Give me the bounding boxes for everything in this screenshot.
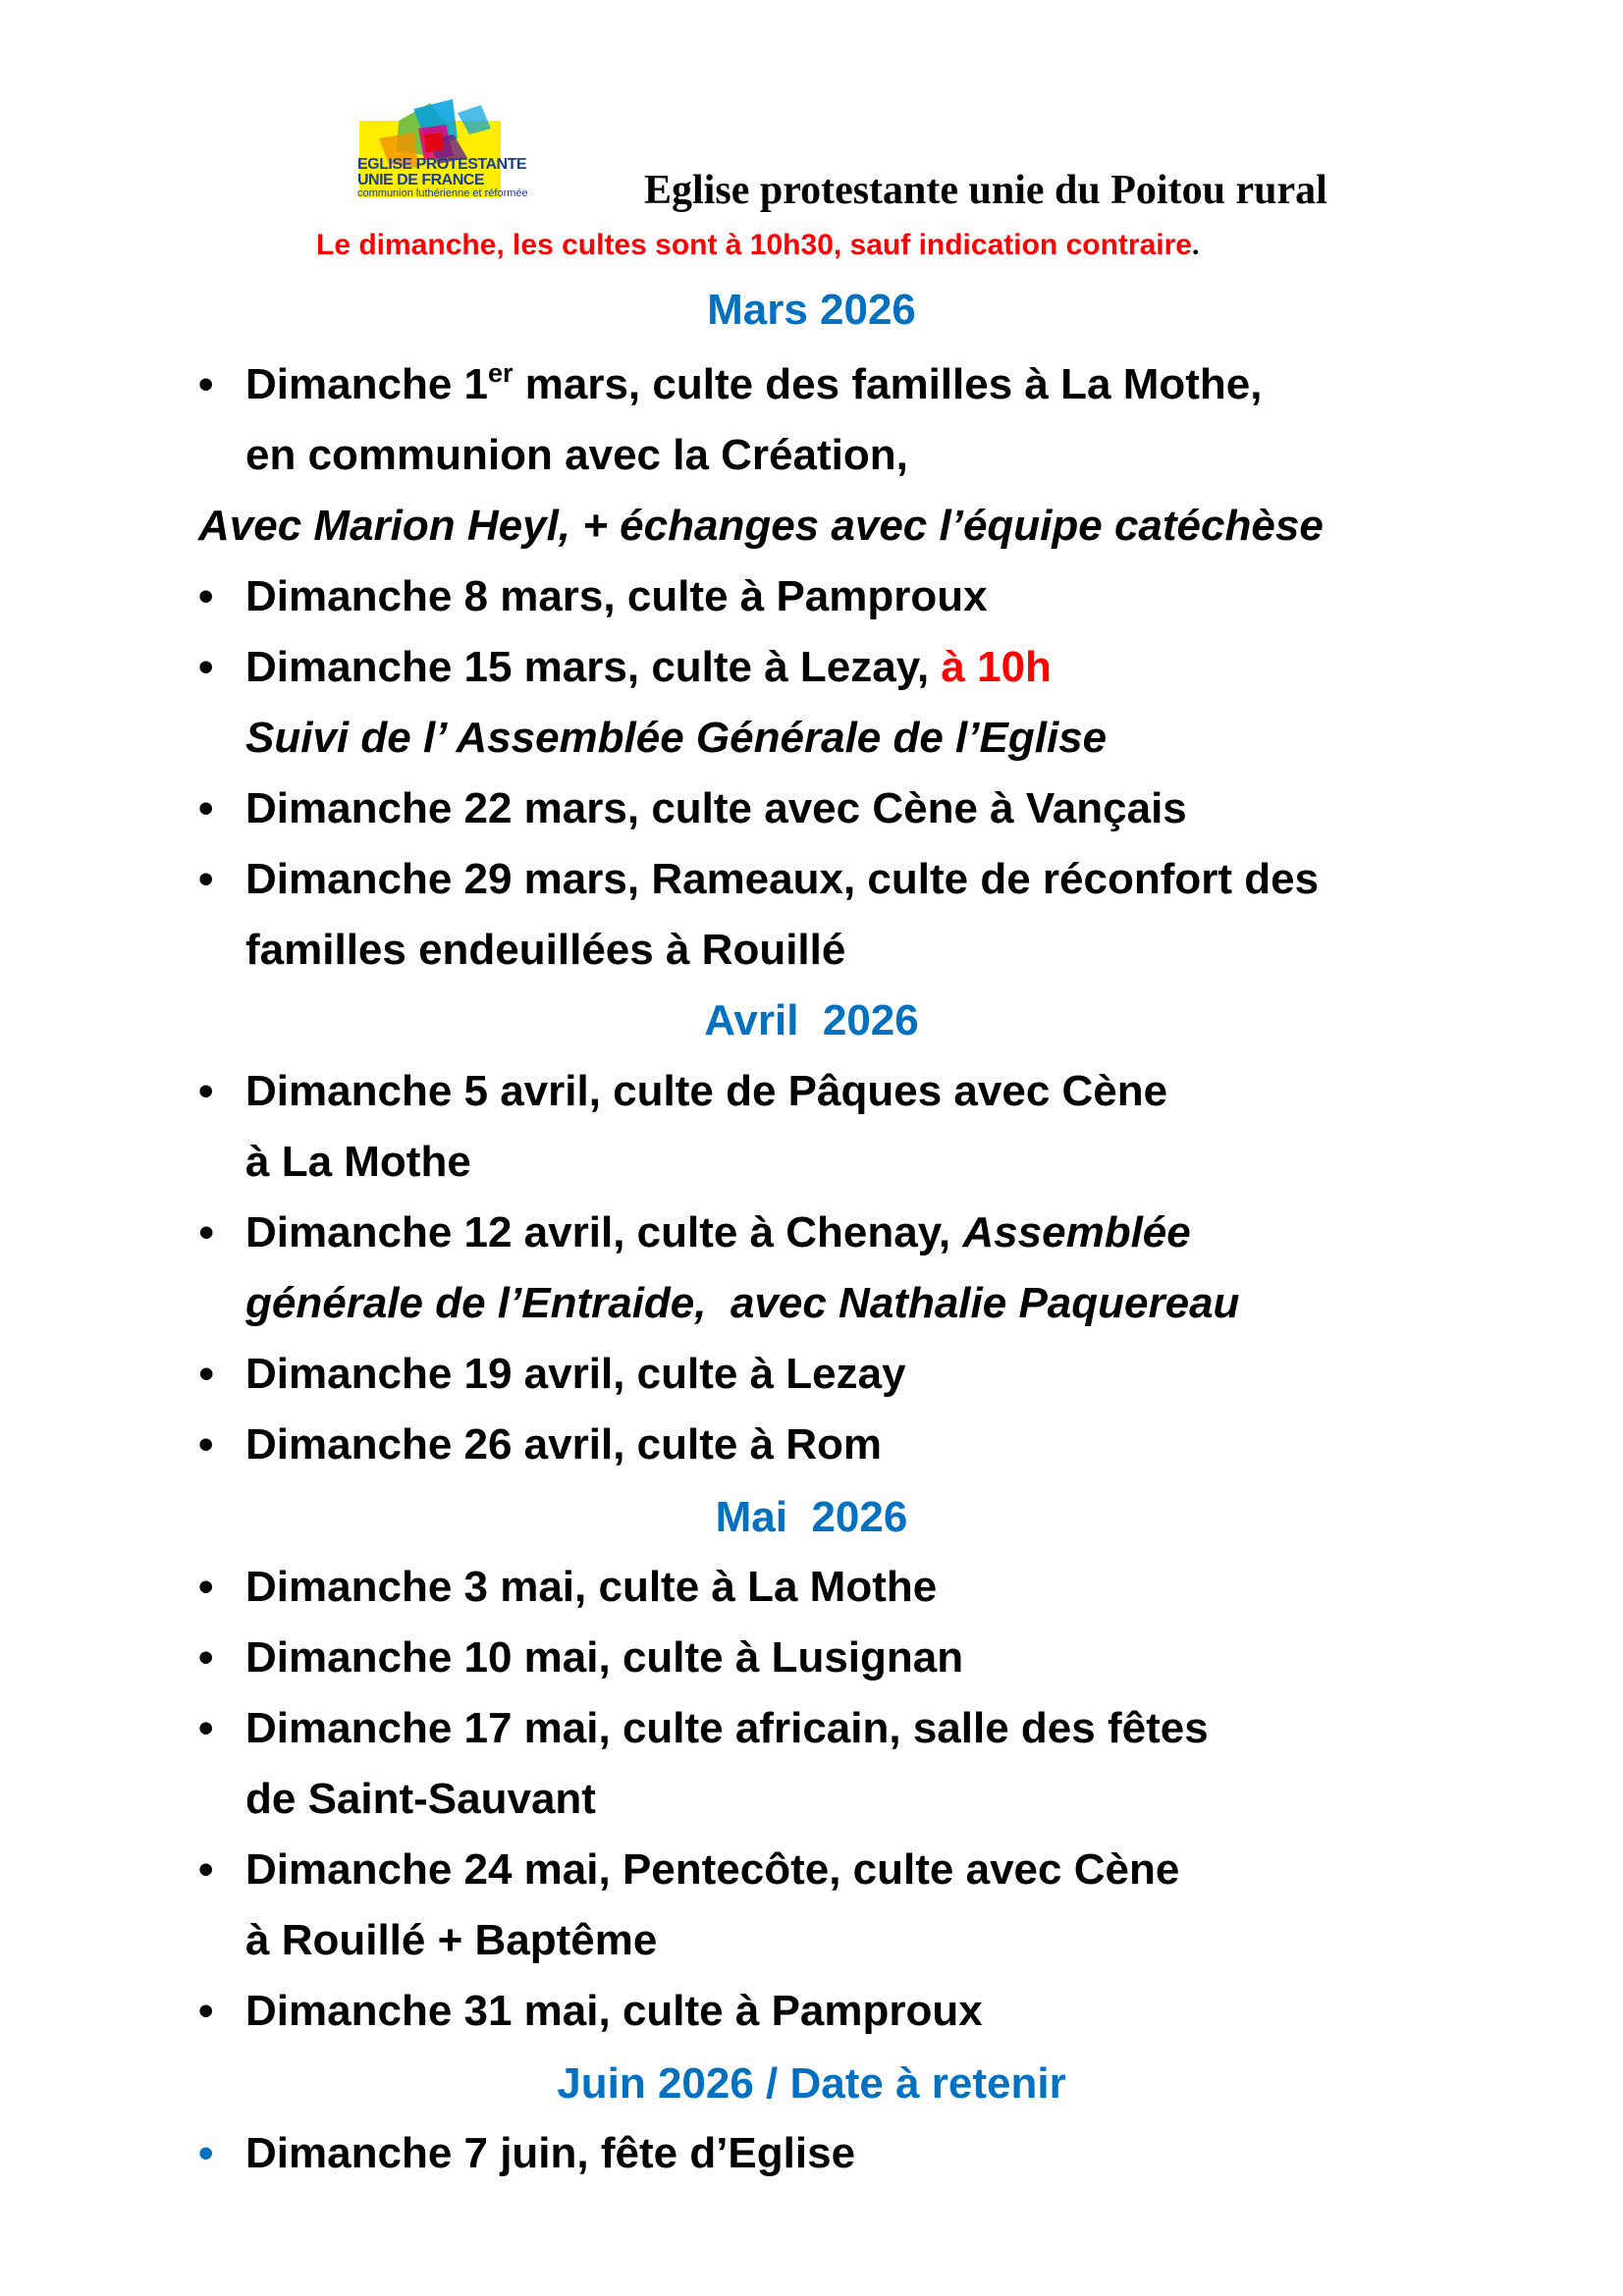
service-time-notice	[316, 229, 1199, 262]
list-item-avril-1: Dimanche 5 avril, culte de Pâques avec Cène	[245, 1067, 1168, 1115]
list-item-mai-2: Dimanche 10 mai, culte à Lusignan	[245, 1633, 964, 1682]
list-item-juin-1: Dimanche 7 juin, fête d’Eglise	[245, 2129, 856, 2177]
time-exception: à 10h	[941, 643, 1052, 691]
bullet-icon: •	[198, 1987, 214, 2035]
list-item-mars-3	[245, 643, 1052, 691]
logo-text-block	[357, 156, 528, 199]
notice-text: Le dimanche, les cultes sont à 10h30, sauf indication contraire	[316, 229, 1192, 261]
month-heading-mars: Mars 2026	[707, 286, 916, 334]
logo-line-1: EGLISE PROTESTANTE	[357, 156, 527, 173]
bullet-icon: •	[198, 855, 214, 903]
bullet-icon: •	[198, 572, 214, 620]
month-heading-juin: Juin 2026 / Date à retenir	[557, 2059, 1066, 2108]
list-item-avril-4: Dimanche 26 avril, culte à Rom	[245, 1420, 883, 1468]
list-item-mars-4: Dimanche 22 mars, culte avec Cène à Vançais	[245, 784, 1187, 832]
logo-line-3: communion luthérienne et réformée	[357, 187, 528, 199]
list-item-mars-3-note: Suivi de l’ Assemblée Générale de l’Eglise	[245, 714, 1108, 762]
item-text: mars, culte des familles à La Mothe,	[513, 360, 1263, 408]
bullet-icon: •	[198, 1845, 214, 1894]
bullet-icon: •	[198, 1350, 214, 1398]
item-text: Dimanche 12 avril, culte à Chenay,	[245, 1208, 963, 1256]
bullet-icon: •	[198, 2129, 214, 2177]
list-item-avril-2	[245, 1208, 1191, 1256]
list-item-mai-4-cont: à Rouillé + Baptême	[245, 1916, 658, 1964]
bullet-icon: •	[198, 1420, 214, 1468]
bullet-icon: •	[198, 1704, 214, 1752]
organization-title: Eglise protestante unie du Poitou rural	[644, 168, 1327, 213]
list-item-mars-1-note: Avec Marion Heyl, + échanges avec l’équipe catéchèse	[198, 502, 1324, 550]
list-item-mars-5: Dimanche 29 mars, Rameaux, culte de réconfort des	[245, 855, 1320, 903]
bullet-icon: •	[198, 1208, 214, 1256]
list-item-mai-4: Dimanche 24 mai, Pentecôte, culte avec Cène	[245, 1845, 1180, 1894]
bullet-icon: •	[198, 360, 214, 408]
list-item-mai-3: Dimanche 17 mai, culte africain, salle des fêtes	[245, 1704, 1209, 1752]
item-text: Dimanche 1	[245, 360, 488, 408]
bullet-icon: •	[198, 1563, 214, 1611]
list-item-avril-1-cont: à La Mothe	[245, 1138, 471, 1186]
list-item-mai-3-cont: de Saint-Sauvant	[245, 1775, 596, 1823]
month-heading-mai: Mai 2026	[715, 1493, 908, 1541]
list-item-mars-1-cont: en communion avec la Création,	[245, 431, 908, 479]
bullet-icon: •	[198, 643, 214, 691]
ordinal-superscript: er	[487, 358, 514, 388]
item-text: Dimanche 15 mars, culte à Lezay,	[245, 643, 942, 691]
list-item-avril-3: Dimanche 19 avril, culte à Lezay	[245, 1350, 906, 1398]
bullet-icon: •	[198, 1067, 214, 1115]
list-item-mai-5: Dimanche 31 mai, culte à Pamproux	[245, 1987, 983, 2035]
list-item-mars-5-cont: familles endeuillées à Rouillé	[245, 926, 846, 974]
bullet-icon: •	[198, 1633, 214, 1682]
list-item-mars-2: Dimanche 8 mars, culte à Pamproux	[245, 572, 988, 620]
list-item-mars-1	[245, 358, 1263, 408]
logo-line-2: UNIE DE FRANCE	[357, 172, 485, 188]
list-item-mai-1: Dimanche 3 mai, culte à La Mothe	[245, 1563, 938, 1611]
bullet-icon: •	[198, 784, 214, 832]
notice-period: .	[1191, 229, 1200, 261]
month-heading-avril: Avril 2026	[704, 996, 919, 1044]
item-italic-text: Assemblée	[962, 1208, 1191, 1256]
list-item-avril-2-cont: générale de l’Entraide, avec Nathalie Paquereau	[245, 1279, 1240, 1327]
